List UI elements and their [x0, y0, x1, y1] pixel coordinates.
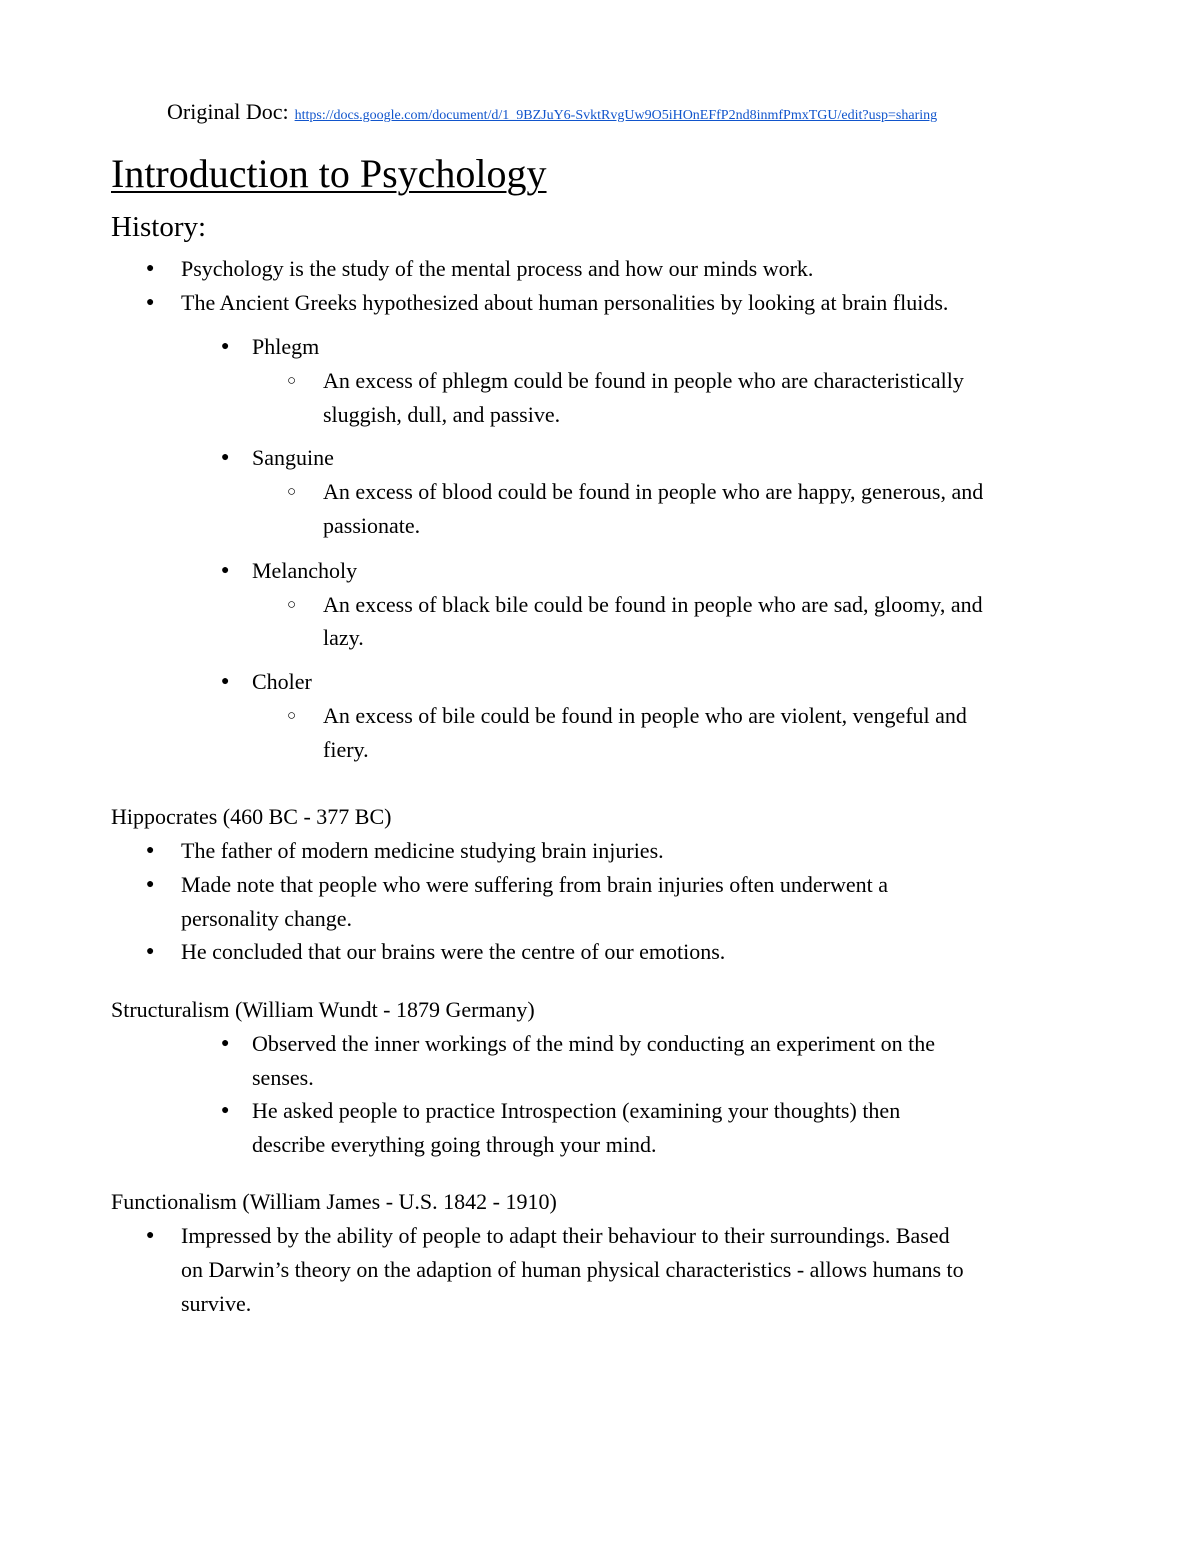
- humor-phlegm-name: Phlegm: [252, 334, 320, 359]
- hippocrates-heading: Hippocrates (460 BC - 377 BC): [111, 804, 392, 829]
- history-bullet-1: Psychology is the study of the mental process and how our minds work.: [181, 256, 814, 281]
- bullet-icon: ●: [146, 944, 155, 959]
- functionalism-heading: Functionalism (William James - U.S. 1842 - 1910): [111, 1189, 557, 1214]
- humor-melancholy-desc-line-2: lazy.: [323, 625, 364, 650]
- hollow-bullet-icon: ○: [287, 708, 297, 724]
- structuralism-bullet-2-line-2: describe everything going through your mind.: [252, 1132, 657, 1157]
- bullet-icon: ●: [146, 843, 155, 858]
- hollow-bullet-icon: ○: [287, 597, 297, 613]
- hollow-bullet-icon: ○: [287, 484, 297, 500]
- humor-phlegm-desc-line-1: An excess of phlegm could be found in people who are characteristically: [323, 368, 964, 393]
- humor-choler-desc-line-2: fiery.: [323, 737, 369, 762]
- humor-phlegm-desc-line-2: sluggish, dull, and passive.: [323, 402, 561, 427]
- bullet-icon: ●: [146, 877, 155, 892]
- structuralism-heading: Structuralism (William Wundt - 1879 Germany): [111, 997, 535, 1022]
- hollow-bullet-icon: ○: [287, 373, 297, 389]
- bullet-icon: ●: [146, 1228, 155, 1243]
- hippocrates-bullet-2-line-1: Made note that people who were suffering from brain injuries often underwent a: [181, 872, 889, 897]
- humor-melancholy-name: Melancholy: [252, 558, 358, 583]
- original-doc-label: Original Doc:: [167, 99, 289, 124]
- bullet-icon: ●: [221, 563, 230, 578]
- bullet-icon: ●: [221, 450, 230, 465]
- structuralism-bullet-2-line-1: He asked people to practice Introspection (examining your thoughts) then: [252, 1098, 901, 1123]
- functionalism-bullet-1-line-1: Impressed by the ability of people to adapt their behaviour to their surroundings. Based: [181, 1223, 950, 1248]
- bullet-icon: ●: [146, 295, 155, 310]
- hippocrates-bullet-3: He concluded that our brains were the centre of our emotions.: [181, 939, 726, 964]
- humor-choler-name: Choler: [252, 669, 312, 694]
- original-doc-link[interactable]: https://docs.google.com/document/d/1_9BZJuY6-SvktRvgUw9O5iHOnEFfP2nd8inmfPmxTGU/edit?usp=sharing: [294, 108, 938, 123]
- structuralism-bullet-1-line-2: senses.: [252, 1065, 314, 1090]
- functionalism-bullet-1-line-3: survive.: [181, 1291, 252, 1316]
- bullet-icon: ●: [221, 674, 230, 689]
- document-title: Introduction to Psychology: [111, 151, 547, 196]
- bullet-icon: ●: [221, 1103, 230, 1118]
- humor-choler-desc-line-1: An excess of bile could be found in people who are violent, vengeful and: [323, 703, 967, 728]
- bullet-icon: ●: [146, 261, 155, 276]
- hippocrates-bullet-1: The father of modern medicine studying brain injuries.: [181, 838, 664, 863]
- functionalism-bullet-1-line-2: on Darwin’s theory on the adaption of human physical characteristics - allows humans to: [181, 1257, 964, 1282]
- original-doc-line: [167, 99, 937, 125]
- structuralism-bullet-1-line-1: Observed the inner workings of the mind by conducting an experiment on the: [252, 1031, 936, 1056]
- hippocrates-bullet-2-line-2: personality change.: [181, 906, 353, 931]
- humor-sanguine-desc-line-1: An excess of blood could be found in people who are happy, generous, and: [323, 479, 984, 504]
- bullet-icon: ●: [221, 339, 230, 354]
- bullet-icon: ●: [221, 1036, 230, 1051]
- humor-sanguine-desc-line-2: passionate.: [323, 513, 421, 538]
- humor-sanguine-name: Sanguine: [252, 445, 334, 470]
- history-heading: History:: [111, 211, 207, 243]
- history-bullet-2: The Ancient Greeks hypothesized about human personalities by looking at brain fluids.: [181, 290, 949, 315]
- humor-melancholy-desc-line-1: An excess of black bile could be found in people who are sad, gloomy, and: [323, 592, 983, 617]
